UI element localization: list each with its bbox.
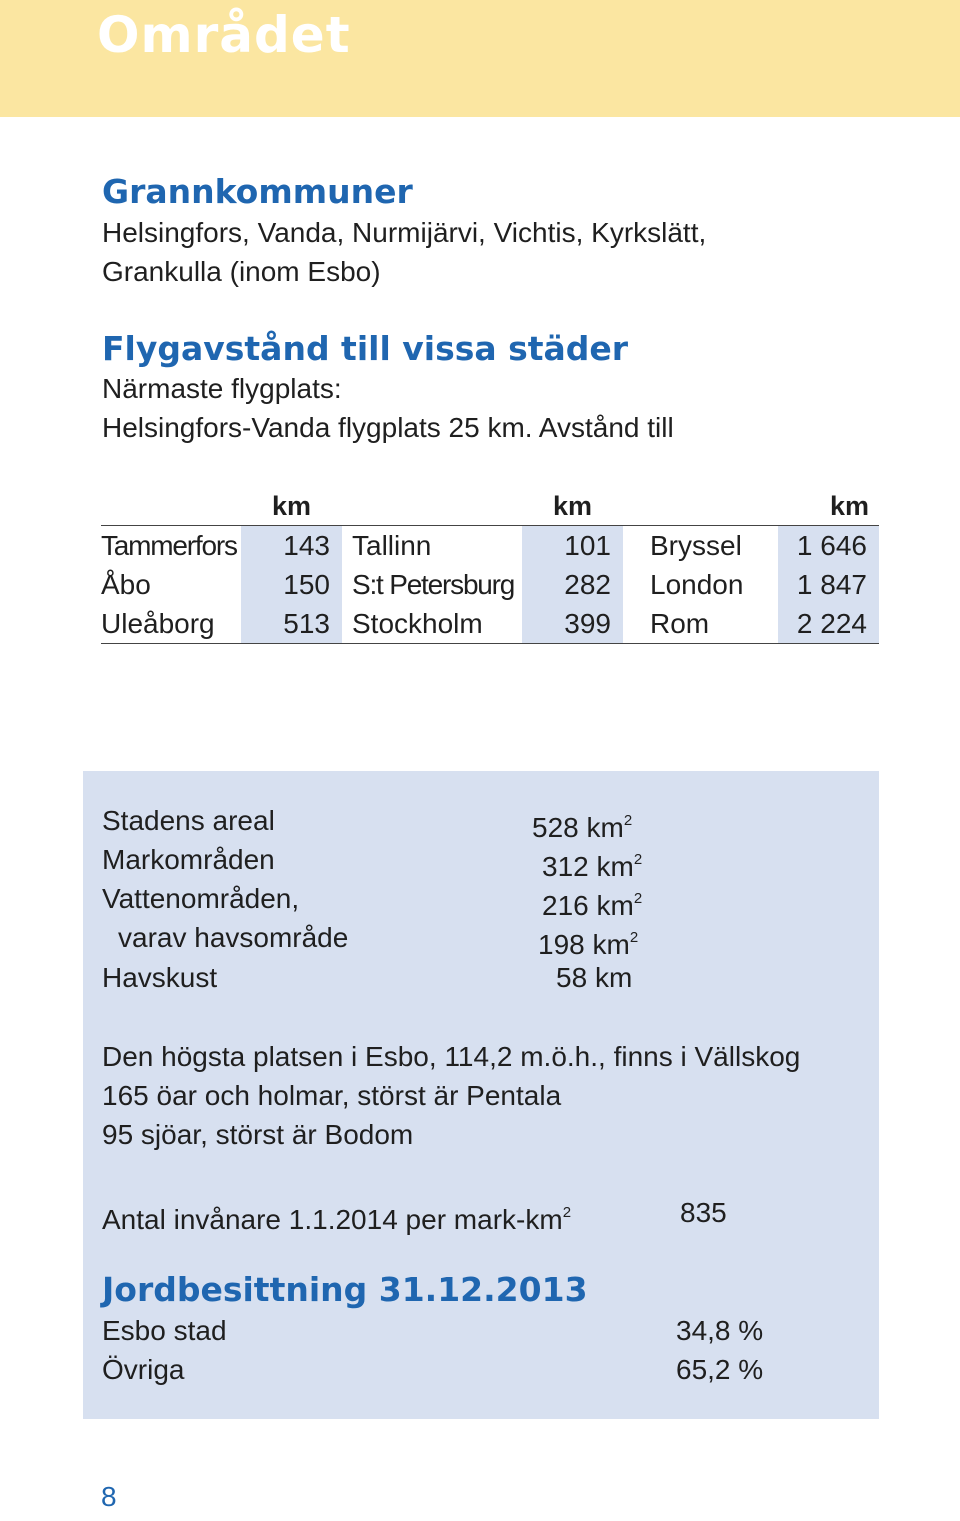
area-value: 312 <box>542 851 589 882</box>
land-heading: Jordbesittning 31.12.2013 <box>102 1270 588 1309</box>
area-unit: km <box>596 890 634 921</box>
flight-line-2: Helsingfors-Vanda flygplats 25 km. Avstånd till <box>102 412 674 443</box>
area-unit: km <box>596 851 634 882</box>
density-unit-exponent: 2 <box>562 1204 572 1221</box>
fact-line: 165 öar och holmar, störst är Pentala <box>102 1080 562 1111</box>
land-value: 65,2 % <box>676 1354 764 1385</box>
area-label: Havskust <box>102 962 218 993</box>
page-number: 8 <box>101 1481 117 1512</box>
area-value: 198 <box>538 929 585 960</box>
area-unit-exponent: 2 <box>633 851 643 868</box>
km-header: km <box>778 487 879 526</box>
density-row <box>102 1193 802 1235</box>
city-name: Tammerfors <box>101 529 237 561</box>
distance-table <box>101 487 879 644</box>
neighbors-line-1: Helsingfors, Vanda, Nurmijärvi, Vichtis, Kyrkslätt, <box>102 217 707 248</box>
area-value: 216 <box>542 890 589 921</box>
distance-value: 282 <box>522 565 623 604</box>
area-unit-exponent: 2 <box>623 812 633 829</box>
city-name: Rom <box>623 604 778 644</box>
distance-value: 150 <box>241 565 342 604</box>
distance-value: 1 847 <box>778 565 879 604</box>
city-name: London <box>650 568 744 600</box>
area-unit-exponent: 2 <box>629 929 639 946</box>
area-row <box>102 958 802 997</box>
area-unit: km <box>586 812 624 843</box>
density-value: 835 <box>680 1197 727 1228</box>
land-label: Esbo stad <box>102 1315 227 1346</box>
area-row <box>102 801 802 843</box>
land-row <box>102 1350 802 1389</box>
neighbors-heading: Grannkommuner <box>102 172 413 211</box>
city-name: Tallinn <box>352 529 432 561</box>
density-label: Antal invånare 1.1.2014 per mark-km <box>102 1204 563 1235</box>
distance-value: 143 <box>241 526 342 566</box>
distance-value: 1 646 <box>778 526 879 566</box>
area-label: Stadens areal <box>102 805 275 836</box>
km-header: km <box>522 487 623 526</box>
distance-value: 513 <box>241 604 342 644</box>
flight-line-1: Närmaste flygplats: <box>102 373 342 404</box>
neighbors-line-2: Grankulla (inom Esbo) <box>102 256 381 287</box>
city-name: Bryssel <box>650 529 742 561</box>
area-label: varav havsområde <box>118 922 349 953</box>
area-row <box>102 840 802 882</box>
header-band <box>0 0 960 117</box>
area-unit: km <box>594 962 633 993</box>
area-value: 58 <box>556 962 588 993</box>
city-name: S:t Petersburg <box>352 568 515 600</box>
table-row <box>101 526 879 566</box>
area-label: Vattenområden, <box>102 883 300 914</box>
area-value: 528 <box>532 812 579 843</box>
land-label: Övriga <box>102 1354 185 1385</box>
city-name: Uleåborg <box>101 604 241 644</box>
land-row <box>102 1311 802 1350</box>
area-row <box>102 879 802 921</box>
distance-value: 101 <box>522 526 623 566</box>
fact-line: Den högsta platsen i Esbo, 114,2 m.ö.h., finns i Vällskog <box>102 1041 801 1072</box>
distance-value: 399 <box>522 604 623 644</box>
table-row <box>101 604 879 644</box>
fact-line: 95 sjöar, störst är Bodom <box>102 1119 414 1150</box>
area-row <box>102 918 802 960</box>
area-label: Markområden <box>102 844 275 875</box>
flight-heading: Flygavstånd till vissa städer <box>102 329 629 368</box>
page-title: Området <box>97 6 351 64</box>
land-value: 34,8 % <box>676 1315 764 1346</box>
city-name: Åbo <box>101 568 151 600</box>
area-unit-exponent: 2 <box>633 890 643 907</box>
distance-value: 2 224 <box>778 604 879 644</box>
table-row <box>101 565 879 604</box>
city-name: Stockholm <box>342 604 522 644</box>
area-unit: km <box>592 929 630 960</box>
distance-table-header <box>101 487 879 526</box>
km-header: km <box>241 487 342 526</box>
